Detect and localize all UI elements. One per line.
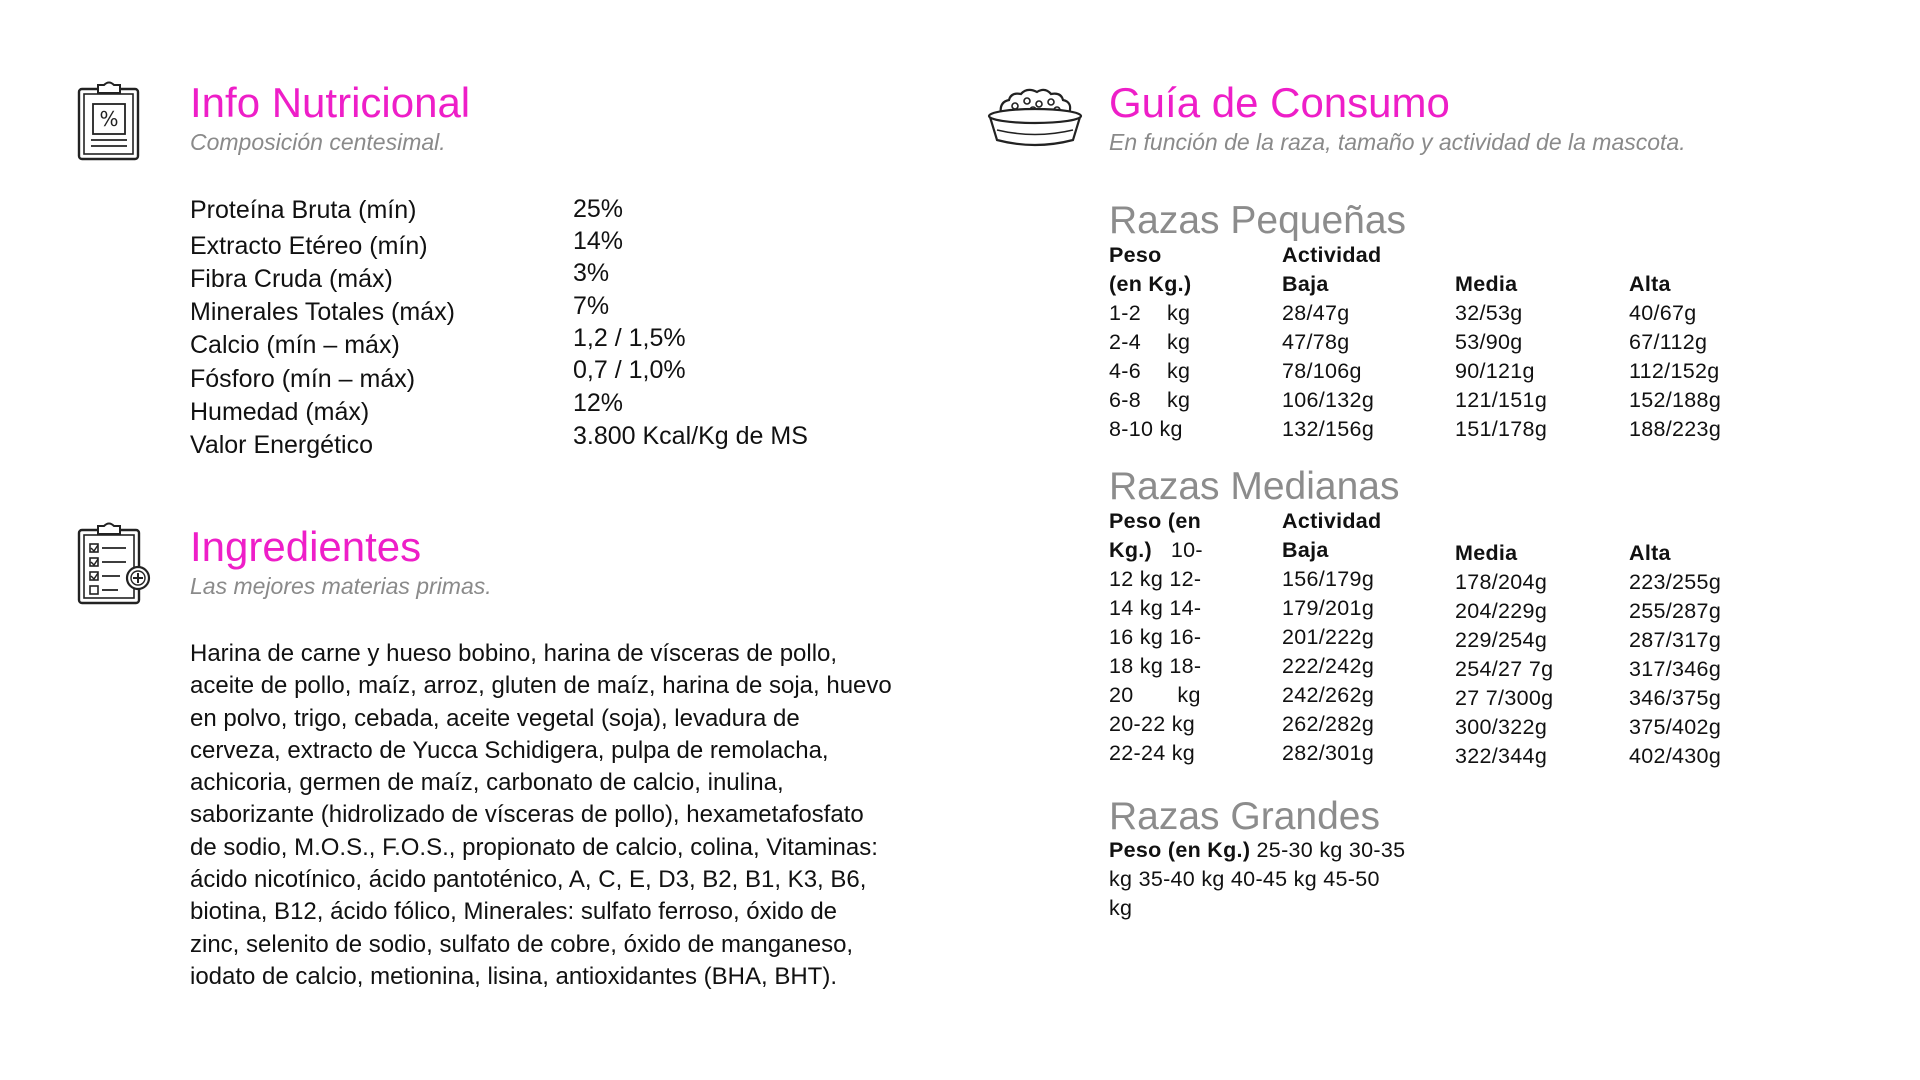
alta-cell: 287/317g [1629,628,1722,652]
peso-cell: 20 kg [1109,683,1201,707]
baja-cell: 201/222g [1282,625,1375,649]
peso-cell: 18 kg 18- [1109,654,1202,678]
razas-medianas-table [1109,511,1809,771]
peso-unit-cell: kg [1167,359,1191,383]
nutrition-value: 7% [573,292,610,320]
media-cell: 27 7/300g [1455,686,1554,710]
grandes-line: kg 35-40 kg 40-45 kg 45-50 [1109,867,1380,891]
baja-cell: 262/282g [1282,712,1375,736]
razas-pequenas-table [1109,245,1809,445]
ingredientes-title: Ingredientes [190,523,422,570]
alta-cell: 152/188g [1629,388,1722,412]
media-header: Media [1455,272,1518,296]
nutrition-value: 14% [573,227,624,255]
grandes-line-text: 25-30 kg 30-35 [1250,838,1406,862]
alta-header: Alta [1629,541,1671,565]
clipboard-checklist-icon [76,522,154,606]
nutrition-label: Humedad (máx) [190,398,370,426]
baja-header: Baja [1282,538,1329,562]
alta-cell: 346/375g [1629,686,1722,710]
peso-cell: 6-8 [1109,388,1141,412]
peso-cell: 14 kg 14- [1109,596,1202,620]
nutrition-label: Fósforo (mín – máx) [190,365,416,393]
media-cell: 229/254g [1455,628,1548,652]
nutricional-subtitle: Composición centesimal. [190,129,446,155]
peso-header: Peso [1109,243,1162,267]
peso-cell: 22-24 kg [1109,741,1196,765]
svg-text:%: % [99,107,119,131]
nutrition-label: Valor Energético [190,431,373,459]
media-cell: 53/90g [1455,330,1523,354]
razas-pequenas-title: Razas Pequeñas [1109,199,1407,242]
grandes-peso-header: Peso (en Kg.) [1109,838,1251,862]
peso-cell: 8-10 kg [1109,417,1183,441]
alta-header: Alta [1629,272,1671,296]
peso-cell: 12 kg 12- [1109,567,1202,591]
alta-cell: 40/67g [1629,301,1697,325]
baja-cell: 242/262g [1282,683,1375,707]
peso-unit-cell: kg [1167,301,1191,325]
nutrition-label: Extracto Etéreo (mín) [190,232,428,260]
alta-cell: 317/346g [1629,657,1722,681]
alta-cell: 402/430g [1629,744,1722,768]
peso-header: Peso (en [1109,509,1202,533]
baja-cell: 132/156g [1282,417,1375,441]
clipboard-percent-icon [76,80,142,162]
baja-cell: 47/78g [1282,330,1350,354]
media-cell: 300/322g [1455,715,1548,739]
media-cell: 322/344g [1455,744,1548,768]
peso-cell-text: 10- [1152,538,1203,562]
nutrition-label: Proteína Bruta (mín) [190,196,417,224]
nutrition-value: 1,2 / 1,5% [573,324,686,352]
media-cell: 254/27 7g [1455,657,1554,681]
nutrition-label: Calcio (mín – máx) [190,331,400,359]
nutrition-value: 3.800 Kcal/Kg de MS [573,422,808,450]
peso-unit-cell: kg [1167,388,1191,412]
nutrition-value: 0,7 / 1,0% [573,356,686,384]
media-cell: 90/121g [1455,359,1535,383]
consumo-subtitle: En función de la raza, tamaño y actividad de la mascota. [1109,129,1686,155]
peso-header-unit: Kg.) [1109,538,1152,562]
grandes-line [1109,840,1529,869]
peso-unit-cell: kg [1167,330,1191,354]
media-cell: 151/178g [1455,417,1548,441]
media-header: Media [1455,541,1518,565]
nutrition-label: Fibra Cruda (máx) [190,265,393,293]
peso-cell [1109,540,1203,562]
alta-cell: 223/255g [1629,570,1722,594]
baja-header: Baja [1282,272,1329,296]
peso-cell: 16 kg 16- [1109,625,1202,649]
alta-cell: 188/223g [1629,417,1722,441]
nutrition-value: 25% [573,195,624,223]
baja-cell: 106/132g [1282,388,1375,412]
peso-cell: 4-6 [1109,359,1141,383]
nutrition-table [190,195,890,468]
peso-cell: 2-4 [1109,330,1141,354]
baja-cell: 156/179g [1282,567,1375,591]
nutrition-label: Minerales Totales (máx) [190,298,455,326]
alta-cell: 67/112g [1629,330,1708,354]
alta-cell: 255/287g [1629,599,1722,623]
actividad-header: Actividad [1282,509,1382,533]
food-bowl-icon [985,84,1085,150]
actividad-header: Actividad [1282,243,1382,267]
media-cell: 32/53g [1455,301,1523,325]
media-cell: 204/229g [1455,599,1548,623]
peso-cell: 1-2 [1109,301,1141,325]
nutricional-title: Info Nutricional [190,79,471,126]
media-cell: 178/204g [1455,570,1548,594]
ingredients-paragraph: Harina de carne y hueso bobino, harina de vísceras de pollo, aceite de pollo, maíz, arroz, gluten de maíz, harina de soja, huevo en polvo, trigo, cebada, aceite vegetal (soja), levadura de cerveza, extracto de Yucca Schidigera, pulpa de remolacha, achicoria, germen de maíz, carbonato de calcio, inulina, saborizante (hidrolizado de vísceras de pollo), hexametafosfato de sodio, M.O.S., F.O.S., propionato de calcio, colina, Vitaminas: ácido nicotínico, ácido pantoténico, A, C, E, D3, B2, B1, K3, B6, biotina, B12, ácido fólico, Minerales: sulfato ferroso, óxido de zinc, selenito de sodio, sulfato de cobre, óxido de manganeso, iodato de calcio, metionina, lisina, antioxidantes (BHA, BHT). [190,640,892,990]
razas-grandes-title: Razas Grandes [1109,795,1380,838]
ingredientes-subtitle: Las mejores materias primas. [190,573,492,599]
alta-cell: 112/152g [1629,359,1720,383]
consumo-title: Guía de Consumo [1109,79,1450,126]
peso-header-unit: (en Kg.) [1109,272,1192,296]
grandes-line: kg [1109,896,1133,920]
baja-cell: 78/106g [1282,359,1362,383]
nutrition-value: 3% [573,259,610,287]
nutrition-value: 12% [573,389,624,417]
baja-cell: 222/242g [1282,654,1375,678]
baja-cell: 179/201g [1282,596,1375,620]
media-cell: 121/151g [1455,388,1548,412]
alta-cell: 375/402g [1629,715,1722,739]
razas-grandes-text [1109,840,1529,927]
baja-cell: 28/47g [1282,301,1350,325]
baja-cell: 282/301g [1282,741,1375,765]
razas-medianas-title: Razas Medianas [1109,465,1400,508]
peso-cell: 20-22 kg [1109,712,1196,736]
